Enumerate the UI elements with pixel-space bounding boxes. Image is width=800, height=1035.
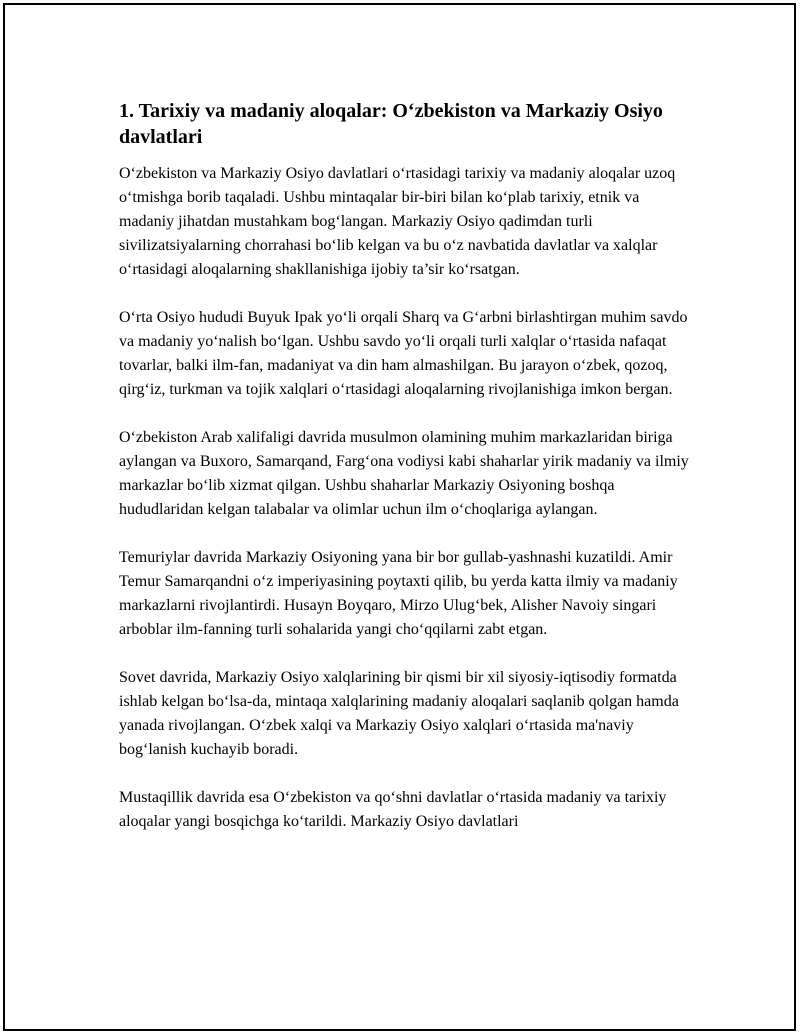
paragraph-6: Mustaqillik davrida esa O‘zbekiston va qo‘shni davlatlar o‘rtasida madaniy va tarixiy aloqalar yangi bosqichga ko‘tarildi. Markaziy Osiyo davlatlari	[119, 789, 667, 830]
paragraph-3: O‘zbekiston Arab xalifaligi davrida musulmon olamining muhim markazlaridan biriga aylangan va Buxoro, Samarqand, Farg‘ona vodiysi kabi shaharlar yirik madaniy va ilmiy markazlar bo‘lib xizmat qilgan. Ushbu shaharlar Markaziy Osiyoning boshqa hududlaridan kelgan talabalar va olimlar uchun ilm o‘choqlariga aylangan.	[119, 429, 689, 518]
paragraph-2: O‘rta Osiyo hududi Buyuk Ipak yo‘li orqali Sharq va G‘arbni birlashtirgan muhim savdo va madaniy yo‘nalish bo‘lgan. Ushbu savdo yo‘li orqali turli xalqlar o‘rtasida nafaqat tovarlar, balki ilm-fan, madaniyat va din ham almashilgan. Bu jarayon o‘zbek, qozoq, qirg‘iz, turkman va tojik xalqlari o‘rtasidagi aloqalarning rivojlanishiga imkon bergan.	[119, 309, 688, 398]
section-title: 1. Tarixiy va madaniy aloqalar: O‘zbekiston va Markaziy Osiyo davlatlari	[119, 100, 663, 148]
document-body	[119, 98, 691, 858]
document-page	[3, 3, 796, 1031]
paragraph-4: Temuriylar davrida Markaziy Osiyoning yana bir bor gullab-yashnashi kuzatildi. Amir Temur Samarqandni o‘z imperiyasining poytaxti qilib, bu yerda katta ilmiy va madaniy markazlarni rivojlantirdi. Husayn Boyqaro, Mirzo Ulug‘bek, Alisher Navoiy singari arboblar ilm-fanning turli sohalarida yangi cho‘qqilarni zabt etgan.	[119, 549, 678, 638]
paragraph-1: O‘zbekiston va Markaziy Osiyo davlatlari o‘rtasidagi tarixiy va madaniy aloqalar uzoq o‘tmishga borib taqaladi. Ushbu mintaqalar bir-biri bilan ko‘plab tarixiy, etnik va madaniy jihatdan mustahkam bog‘langan. Markaziy Osiyo qadimdan turli sivilizatsiyalarning chorrahasi bo‘lib kelgan va bu o‘z navbatida davlatlar va xalqlar o‘rtasidagi aloqalarning shakllanishiga ijobiy ta’sir ko‘rsatgan.	[119, 165, 676, 278]
paragraph-5: Sovet davrida, Markaziy Osiyo xalqlarining bir qismi bir xil siyosiy-iqtisodiy formatda ishlab kelgan bo‘lsa-da, mintaqa xalqlarining madaniy aloqalari saqlanib qolgan hamda yanada rivojlangan. O‘zbek xalqi va Markaziy Osiyo xalqlari o‘rtasida ma'naviy bog‘lanish kuchayib boradi.	[119, 669, 679, 758]
